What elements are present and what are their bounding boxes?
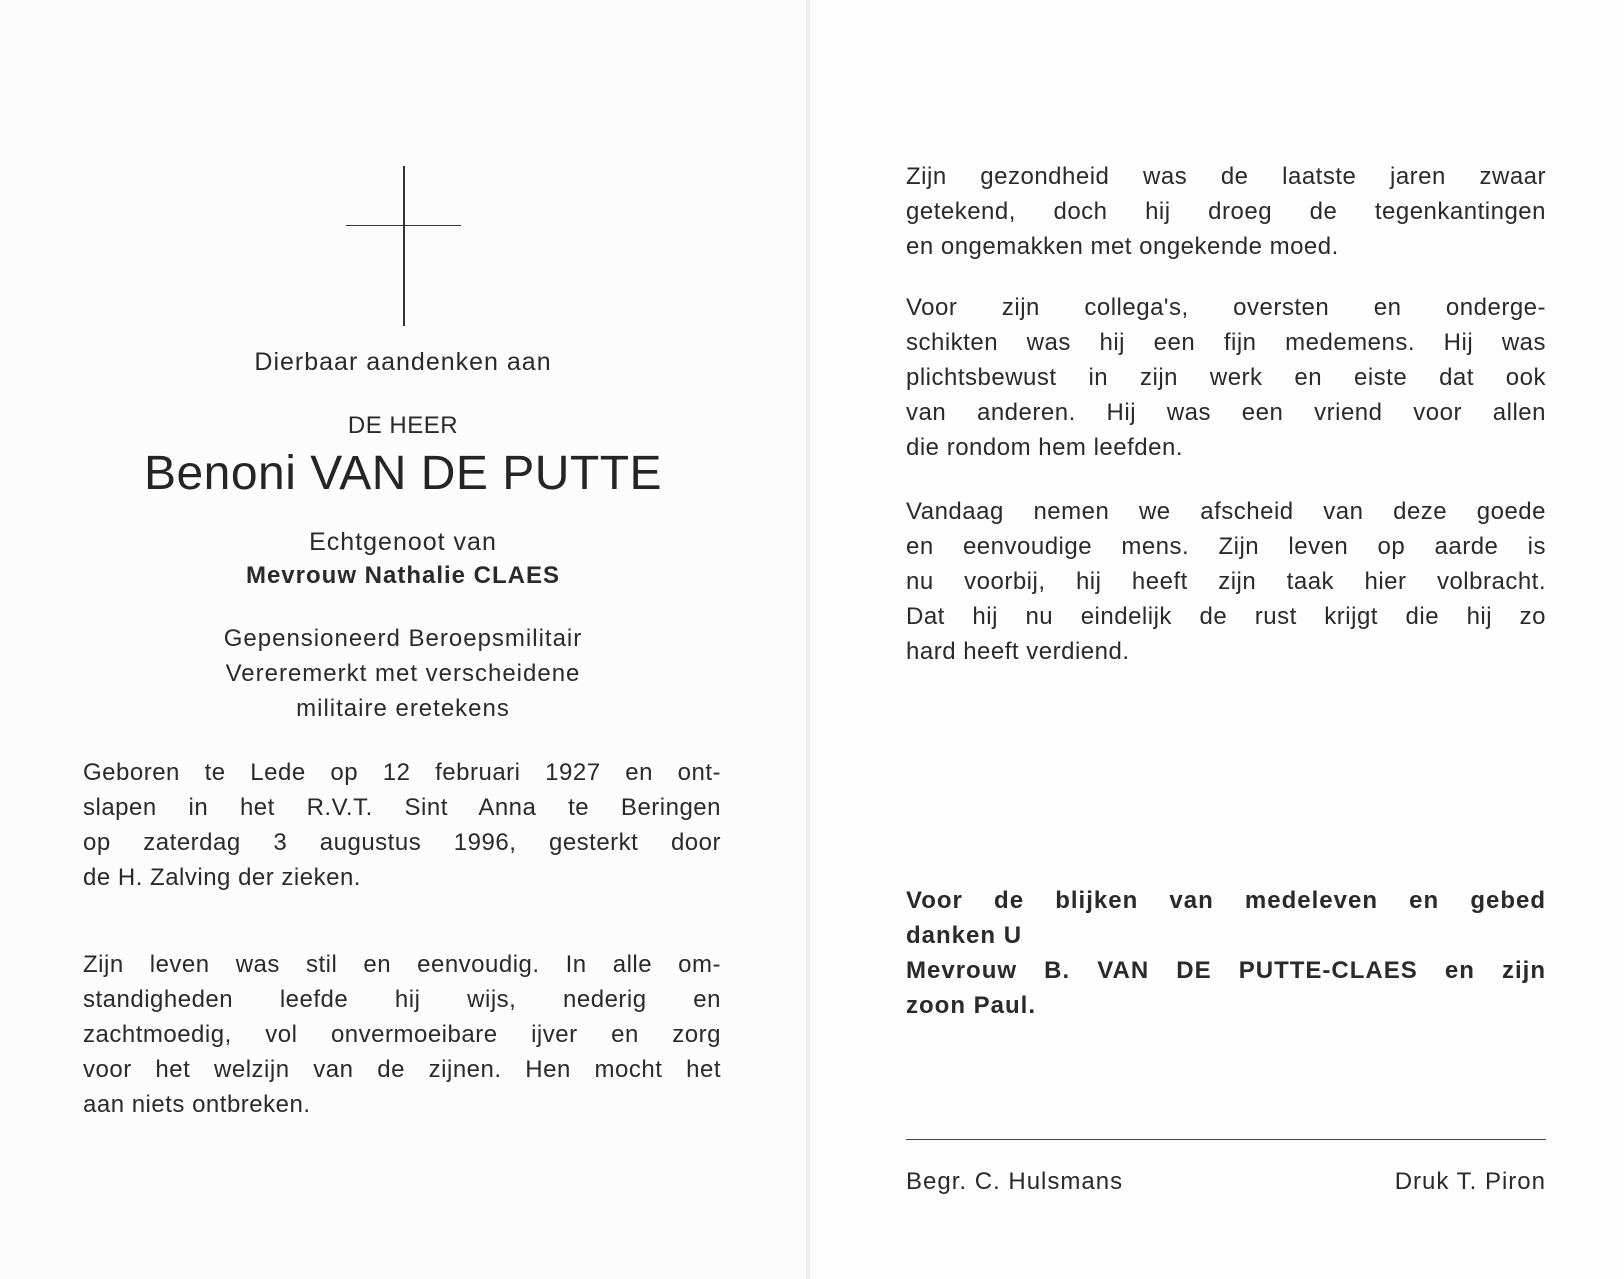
paragraph-line: Mevrouw B. VAN DE PUTTE-CLAES en zijn xyxy=(906,957,1546,984)
paragraph-line: van anderen. Hij was een vriend voor allen xyxy=(906,399,1546,426)
paragraph-line: Dat hij nu eindelijk de rust krijgt die hij zo xyxy=(906,603,1546,630)
undertaker-credit: Begr. C. Hulsmans xyxy=(906,1168,1124,1195)
paragraph-line: hard heeft verdiend. xyxy=(906,638,1130,665)
deceased-name: Benoni VAN DE PUTTE xyxy=(143,447,663,500)
farewell-paragraph xyxy=(906,494,1546,669)
paragraph-line: standigheden leefde hij wijs, nederig en xyxy=(83,986,721,1013)
paragraph-line: plichtsbewust in zijn werk en eiste dat ook xyxy=(906,364,1546,391)
paragraph-line: en eenvoudige mens. Zijn leven op aarde is xyxy=(906,533,1546,560)
paragraph-line: Voor de blijken van medeleven en gebed xyxy=(906,887,1546,914)
honorific: DE HEER xyxy=(347,412,459,439)
paragraph-line: Voor zijn collega's, oversten en onderge- xyxy=(906,294,1546,321)
role-line: militaire eretekens xyxy=(296,695,510,722)
paragraph-line: aan niets ontbreken. xyxy=(83,1091,311,1118)
role-line: Gepensioneerd Beroepsmilitair xyxy=(223,625,583,652)
paragraph-line: Geboren te Lede op 12 februari 1927 en ont- xyxy=(83,759,721,786)
paragraph-line: die rondom hem leefden. xyxy=(906,434,1183,461)
thanks-paragraph xyxy=(906,883,1546,1023)
paragraph-line: Zijn gezondheid was de laatste jaren zwaar xyxy=(906,163,1546,190)
relation-label: Echtgenoot van xyxy=(309,528,497,556)
paragraph-line: Vandaag nemen we afscheid van deze goede xyxy=(906,498,1546,525)
colleagues-paragraph xyxy=(906,290,1546,465)
cross-icon xyxy=(403,166,405,326)
paragraph-line: danken U xyxy=(906,922,1023,949)
spouse-name: Mevrouw Nathalie CLAES xyxy=(245,562,561,589)
paragraph-line: getekend, doch hij droeg de tegenkantingen xyxy=(906,198,1546,225)
paragraph-line: zoon Paul. xyxy=(906,992,1036,1019)
paragraph-line: en ongemakken met ongekende moed. xyxy=(906,233,1339,260)
greeting: Dierbaar aandenken aan xyxy=(254,348,552,376)
printer-credit: Druk T. Piron xyxy=(1394,1168,1546,1195)
birth-death-paragraph xyxy=(83,755,721,895)
role-line: Vereremerkt met verscheidene xyxy=(225,660,581,687)
paragraph-line: op zaterdag 3 augustus 1996, gesterkt door xyxy=(83,829,721,856)
health-paragraph xyxy=(906,159,1546,264)
paragraph-line: nu voorbij, hij heeft zijn taak hier volbracht. xyxy=(906,568,1546,595)
paragraph-line: slapen in het R.V.T. Sint Anna te Beringen xyxy=(83,794,721,821)
life-paragraph xyxy=(83,947,721,1122)
paragraph-line: voor het welzijn van de zijnen. Hen mocht het xyxy=(83,1056,721,1083)
cross-icon-arm xyxy=(346,225,461,226)
paragraph-line: Zijn leven was stil en eenvoudig. In alle om- xyxy=(83,951,721,978)
footer-divider xyxy=(906,1139,1546,1140)
paragraph-line: de H. Zalving der zieken. xyxy=(83,864,361,891)
paragraph-line: zachtmoedig, vol onvermoeibare ijver en zorg xyxy=(83,1021,721,1048)
paragraph-line: schikten was hij een fijn medemens. Hij was xyxy=(906,329,1546,356)
